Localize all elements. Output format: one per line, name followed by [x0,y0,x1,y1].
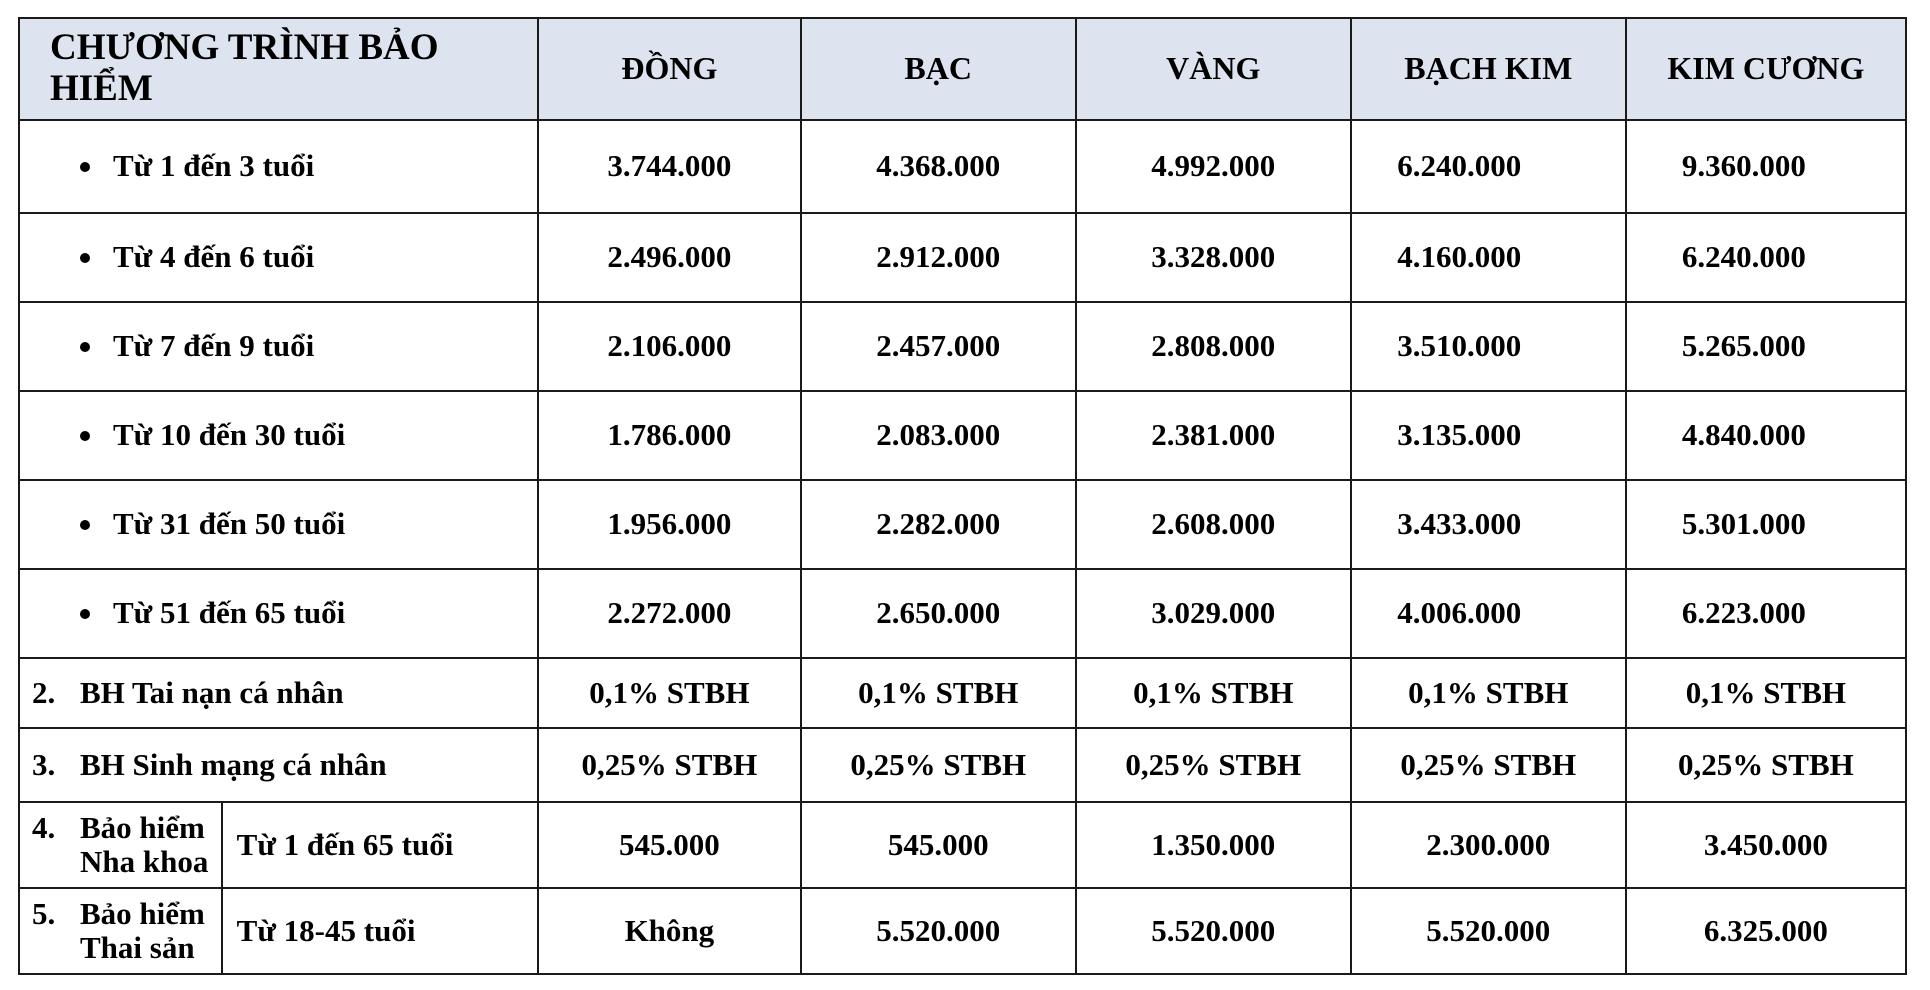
rate-cell: 0,1% STBH [538,658,801,728]
rate-cell: 0,25% STBH [1351,728,1626,802]
premium-cell: 3.510.000 [1351,302,1626,391]
bullet-icon [80,253,90,263]
age-group-label: Từ 10 đến 30 tuổi [113,417,346,453]
premium-cell: 1.350.000 [1076,802,1351,888]
rate-cell: 0,25% STBH [1626,728,1906,802]
premium-cell: 3.328.000 [1076,213,1351,302]
bullet-icon [80,342,90,352]
premium-cell: 2.608.000 [1076,480,1351,569]
premium-cell: 3.450.000 [1626,802,1906,888]
premium-cell: 2.912.000 [801,213,1076,302]
table-row-accident [19,658,1906,728]
table-row [19,120,1906,213]
table-row-maternity [19,888,1906,974]
premium-cell: 6.240.000 [1626,213,1906,302]
dental-label-line2: Nha khoa [80,844,209,879]
table-row [19,213,1906,302]
premium-cell: 5.520.000 [1076,888,1351,974]
premium-cell: 2.650.000 [801,569,1076,658]
premium-cell: 4.840.000 [1626,391,1906,480]
rate-cell: 0,1% STBH [801,658,1076,728]
premium-cell: 5.301.000 [1626,480,1906,569]
maternity-label-line2: Thai sản [80,930,195,965]
age-group-label: Từ 51 đến 65 tuổi [113,595,346,631]
bullet-icon [80,431,90,441]
age-group-cell [19,480,538,569]
premium-cell: 2.381.000 [1076,391,1351,480]
bullet-icon [80,520,90,530]
bullet-icon [80,609,90,619]
age-group-cell [19,302,538,391]
age-group-label: Từ 4 đến 6 tuổi [113,239,315,275]
premium-cell: 2.457.000 [801,302,1076,391]
premium-cell: 1.786.000 [538,391,801,480]
header-program-title: CHƯƠNG TRÌNH BẢO HIỂM [19,18,538,120]
maternity-age-range: Từ 18-45 tuổi [222,888,538,974]
age-group-label: Từ 7 đến 9 tuổi [113,328,315,364]
header-plan-vang: VÀNG [1076,18,1351,120]
age-group-cell [19,391,538,480]
bullet-icon [80,162,90,172]
rate-cell: 0,25% STBH [801,728,1076,802]
premium-cell: 2.496.000 [538,213,801,302]
rate-cell: 0,1% STBH [1351,658,1626,728]
premium-cell: 2.808.000 [1076,302,1351,391]
maternity-label-cell [19,888,222,974]
premium-cell: 3.135.000 [1351,391,1626,480]
header-plan-dong: ĐỒNG [538,18,801,120]
dental-age-range: Từ 1 đến 65 tuổi [222,802,538,888]
premium-cell: 6.325.000 [1626,888,1906,974]
table-row-life [19,728,1906,802]
rate-cell: 0,1% STBH [1626,658,1906,728]
life-label-cell [19,728,538,802]
item-number: 4. [32,809,56,845]
item-number: 3. [32,746,56,782]
header-plan-bach-kim: BẠCH KIM [1351,18,1626,120]
table-row [19,391,1906,480]
header-plan-kim-cuong: KIM CƯƠNG [1626,18,1906,120]
table-row-dental [19,802,1906,888]
insurance-premium-table [18,17,1907,975]
rate-cell: 0,25% STBH [1076,728,1351,802]
premium-cell: 6.223.000 [1626,569,1906,658]
header-plan-bac: BẠC [801,18,1076,120]
header-row [19,18,1906,120]
premium-cell: 2.300.000 [1351,802,1626,888]
age-group-cell [19,120,538,213]
premium-cell: 5.265.000 [1626,302,1906,391]
premium-cell: 3.029.000 [1076,569,1351,658]
age-group-label: Từ 1 đến 3 tuổi [113,148,315,184]
age-group-cell [19,213,538,302]
premium-cell: 4.368.000 [801,120,1076,213]
accident-label: BH Tai nạn cá nhân [80,674,344,710]
item-number: 2. [32,674,56,710]
maternity-label-line1: Bảo hiểm [80,895,205,931]
premium-cell: 2.083.000 [801,391,1076,480]
table-row [19,569,1906,658]
table-row [19,302,1906,391]
dental-label-line1: Bảo hiểm [80,809,205,845]
dental-label-cell [19,802,222,888]
premium-cell: 545.000 [538,802,801,888]
premium-cell: 2.282.000 [801,480,1076,569]
premium-cell: 9.360.000 [1626,120,1906,213]
premium-cell: 545.000 [801,802,1076,888]
rate-cell: 0,25% STBH [538,728,801,802]
life-label: BH Sinh mạng cá nhân [80,746,387,782]
premium-cell: 2.272.000 [538,569,801,658]
premium-cell: 3.433.000 [1351,480,1626,569]
premium-cell: 4.992.000 [1076,120,1351,213]
premium-cell: 4.006.000 [1351,569,1626,658]
premium-cell: 4.160.000 [1351,213,1626,302]
premium-cell: 1.956.000 [538,480,801,569]
premium-cell: 2.106.000 [538,302,801,391]
premium-cell: 3.744.000 [538,120,801,213]
premium-cell: Không [538,888,801,974]
premium-cell: 5.520.000 [801,888,1076,974]
age-group-label: Từ 31 đến 50 tuổi [113,506,346,542]
table-row [19,480,1906,569]
premium-cell: 5.520.000 [1351,888,1626,974]
premium-cell: 6.240.000 [1351,120,1626,213]
item-number: 5. [32,895,56,931]
rate-cell: 0,1% STBH [1076,658,1351,728]
accident-label-cell [19,658,538,728]
age-group-cell [19,569,538,658]
